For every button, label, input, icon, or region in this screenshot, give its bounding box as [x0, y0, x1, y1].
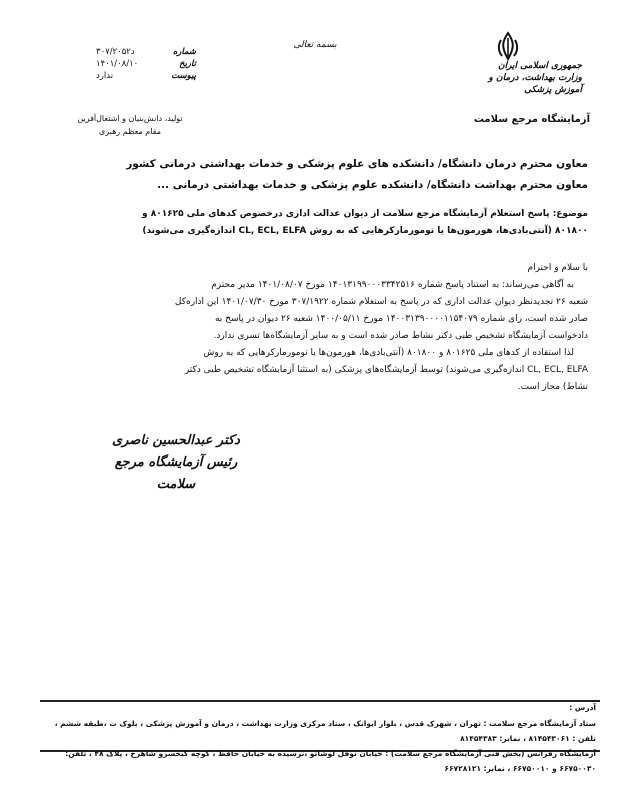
meta-date-row [96, 58, 196, 70]
letter-body [40, 260, 588, 396]
subject-line-1 [40, 206, 588, 223]
paragraph-2-line-2: CL, ECL, ELFA اندازه‌گیری می‌شوند) توسط آزمایشگاه‌های پزشکی (به استثنا آزمایشگاه تشخیص طبی دکتر [184, 365, 588, 375]
letter-meta [96, 46, 196, 82]
paragraph-2-line-3: نشاط) مجاز است. [517, 382, 588, 392]
paragraph-1-line-2: شعبه ۲۶ تجدیدنظر دیوان عدالت اداری که در پاسخ به استعلام شماره ۳۰۷/۱۹۲۲ مورخ ۱۴۰۱/۰۷/۳۰ این اداره‌کل [174, 297, 588, 307]
signature [96, 430, 256, 496]
subject-text-2: ۸۰۱۸۰۰ (آنتی‌بادی‌ها، هورمون‌ها یا تومورمارکرهایی که به روش CL, ECL, ELFA اندازه‌گیری می‌شوند) [142, 226, 588, 236]
recipient-1: معاون محترم درمان دانشگاه/ دانشکده های علوم پزشکی و خدمات بهداشتی درمانی کشور [126, 158, 588, 170]
footer-line-1: ستاد آزمایشگاه مرجع سلامت : تهران ، شهرک قدس ، بلوار ایوانک ، ستاد مرکزی وزارت بهداشت ، درمان و آموزش پزشکی ، بلوک ت ،طبقه ششم ، تلفن : ۸۱۴۵۴۳۰۶۱ ، نمابر: ۸۱۴۵۴۳۸۳ [54, 719, 596, 743]
meta-date-label: تاریخ [179, 59, 196, 69]
ministry-logo-text [462, 60, 582, 96]
subject [40, 206, 588, 240]
subject-label: موضوع: [552, 209, 588, 219]
paragraph-1-line-4: دادخواست آزمایشگاه تشخیص طبی دکتر نشاط صادر شده است و به سایر آزمایشگاه‌ها تسری ندارد. [213, 331, 588, 341]
recipients [40, 154, 588, 196]
motto-line-2: مقام معظم رهبری [98, 127, 161, 136]
signature-title: رئیس آزمایشگاه مرجع سلامت [114, 455, 238, 492]
meta-attachment-row [96, 70, 196, 82]
paragraph-1-line-1: به آگاهی می‌رساند: به استناد پاسخ شماره ۱۴۰۱۳۱۹۹۰۰۰۳۳۴۲۵۱۶ مورخ ۱۴۰۱/۰۸/۰۷ مدیر محترم [211, 280, 574, 290]
subject-text-1: پاسخ استعلام آزمایشگاه مرجع سلامت از دیوان عدالت اداری درخصوص کدهای ملی ۸۰۱۶۲۵ و [141, 209, 550, 219]
bismillah: بسمه تعالی [293, 40, 337, 50]
recipient-2: معاون محترم بهداشت دانشگاه/ دانشکده علوم پزشکی و خدمات بهداشتی درمانی ... [157, 179, 588, 191]
signature-name: دکتر عبدالحسین ناصری [112, 433, 240, 448]
greeting: با سلام و احترام [527, 263, 588, 273]
iran-emblem-icon [492, 30, 524, 62]
ministry-line-2: وزارت بهداشت، درمان و آموزش پزشکی [488, 73, 582, 95]
meta-number-label: شماره [172, 47, 196, 57]
paragraph-1-line-3: صادر شده است، رای شماره ۱۴۰۰۳۱۳۹۰۰۰۰۱۱۵۴۰۷۹ مورخ ۱۴۰۰/۰۵/۱۱ شعبه ۲۶ دیوان در پاسخ به [214, 314, 588, 324]
department-name: آزمایشگاه مرجع سلامت [473, 114, 590, 125]
motto [60, 112, 200, 138]
paragraph-2-line-1: لذا استفاده از کدهای ملی ۸۰۱۶۲۵ و ۸۰۱۸۰۰ (آنتی‌بادی‌ها، هورمون‌ها یا تومورمارکرهایی که به روش [203, 348, 574, 358]
meta-attachment-value: ندارد [96, 71, 114, 81]
meta-date-value: ۱۴۰۱/۰۸/۱۰ [96, 59, 139, 69]
ministry-line-1: جمهوری اسلامی ایران [497, 61, 582, 71]
motto-line-1: تولید، دانش‌بنیان و اشتغال‌آفرین [77, 114, 183, 123]
meta-number-row [96, 46, 196, 58]
footer-address [40, 700, 600, 773]
footer-label: آدرس : [569, 703, 596, 712]
meta-number-value: ۳۰۷/۲۰۵۲د [96, 47, 135, 57]
footer-line-2: آزمایشگاه رفرانس (بخش فنی آزمایشگاه مرجع سلامت) : خیابان نوفل لوشاتو ،نرسیده به خیابان حافظ ، کوچه کیخسرو شاهرخ ، پلاک ۴۸ ، تلفن: ۶۶۷۵۰۰۳۰ و ۶۶۷۵۰۰۱۰ ، نمابر: ۶۶۷۲۸۱۲۱ [65, 749, 596, 773]
meta-attachment-label: پیوست [171, 71, 196, 81]
